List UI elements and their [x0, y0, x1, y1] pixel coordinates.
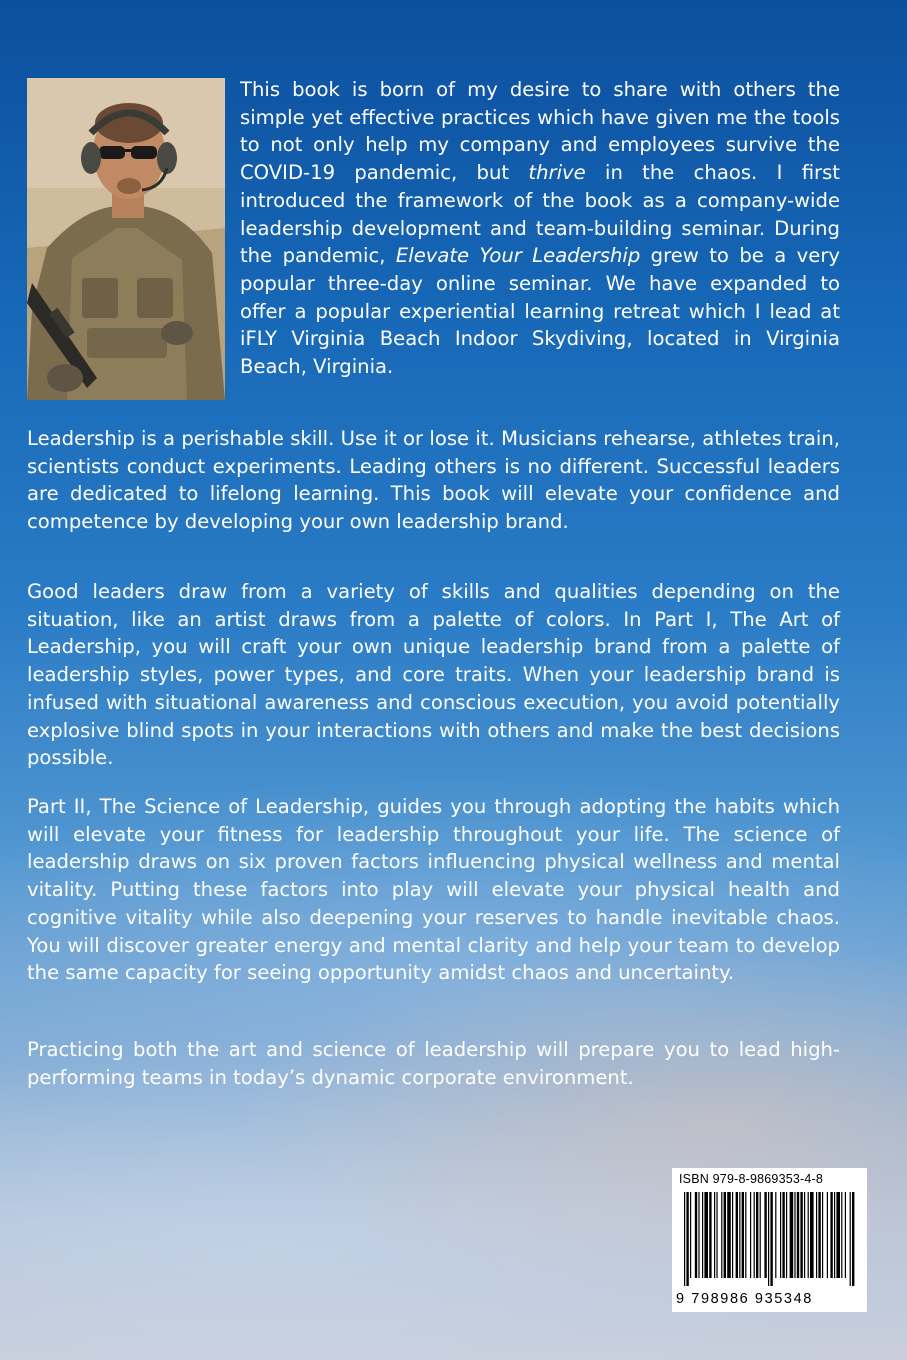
barcode-bar — [727, 1192, 731, 1278]
author-photo-image — [27, 78, 225, 400]
barcode-bar — [808, 1192, 809, 1278]
barcode-bar — [816, 1192, 817, 1278]
barcode-bar — [704, 1192, 708, 1278]
barcode-bar — [830, 1192, 832, 1278]
barcode-bar — [742, 1192, 744, 1278]
barcode-bar — [800, 1192, 802, 1278]
science-paragraph: Part II, The Science of Leadership, guides you through adopting the habits which will elevate your fitness for leadership throughout your life. The science of leadership draws on six proven factors influencing physical wellness and mental vitality. Putting these factors into play will elevate your physical health and cognitive vitality while also deepening your reserves to handle inevitable chaos. You will discover greater energy and mental clarity and help your team to develop the same capacity for seeing opportunity amidst chaos and uncertainty. — [27, 795, 840, 985]
barcode-bar — [702, 1192, 703, 1278]
barcode-bar — [736, 1192, 738, 1278]
barcode-bar — [714, 1192, 715, 1278]
barcode-bar — [845, 1192, 846, 1278]
intro-text-part: This book is born of my desire to share with others the simple yet effective practices which have given me the tools to not only help my company and employees survive the COVID-19 pandemic, but — [240, 78, 840, 185]
barcode-bar — [810, 1192, 814, 1278]
barcode-bar — [768, 1192, 769, 1286]
barcode-bar — [686, 1192, 688, 1286]
barcode-bar — [754, 1192, 755, 1278]
barcode-bar — [786, 1192, 787, 1278]
isbn-digits: 9 798986 935348 — [676, 1291, 813, 1307]
barcode-bar — [850, 1192, 851, 1286]
barcode-bar — [739, 1192, 740, 1278]
barcode-bar — [690, 1192, 691, 1278]
barcode-bar — [804, 1192, 805, 1278]
intro-paragraph — [240, 76, 840, 381]
barcode-bar — [684, 1192, 685, 1286]
art-paragraph: Good leaders draw from a variety of skills and qualities depending on the situation, like an artist draws from a palette of colors. In Part I, The Art of Leadership, you will craft your own unique leadership brand from a palette of leadership styles, power types, and core traits. When your leadership brand is infused with situational awareness and conscious execution, you avoid potentially explosive blind spots in your interactions with others and make the best decisions possible. — [27, 580, 840, 770]
barcode-bar — [794, 1192, 795, 1278]
barcode-bar — [695, 1192, 697, 1278]
barcode-bar — [709, 1192, 711, 1278]
barcode-bar — [780, 1192, 781, 1278]
barcode-bar — [797, 1192, 799, 1278]
barcode-bar — [775, 1192, 776, 1278]
barcode-bar — [834, 1192, 835, 1278]
thrive-emphasis: thrive — [528, 161, 586, 185]
intro-text-part: grew to be a very popular three-day online seminar. We have expanded to offer a popular experiential learning retreat which I lead at iFLY Virginia Beach Indoor Skydiving, located in Virginia Beach, Virginia. — [240, 244, 840, 379]
barcode-bar — [818, 1192, 820, 1278]
barcode-bar — [745, 1192, 746, 1278]
isbn-barcode — [672, 1168, 867, 1312]
closing-paragraph: Practicing both the art and science of leadership will prepare you to lead high-performing teams in today’s dynamic corporate environment. — [27, 1038, 840, 1089]
barcode-bar — [760, 1192, 761, 1278]
barcode-bar — [732, 1192, 733, 1278]
barcode-bar — [721, 1192, 722, 1278]
barcode-bar — [770, 1192, 772, 1286]
intro-text-part: in the chaos. I first introduced the framework of the book as a company-wide leadership development and team-building seminar. During the pandemic, — [240, 161, 840, 268]
barcode-bar — [764, 1192, 766, 1278]
barcode-bar — [724, 1192, 726, 1278]
barcode-bar — [750, 1192, 751, 1278]
barcode-bar — [822, 1192, 823, 1278]
barcode-bar — [790, 1192, 794, 1278]
barcode-bar — [852, 1192, 854, 1286]
barcode-bar — [756, 1192, 758, 1278]
skill-paragraph: Leadership is a perishable skill. Use it or lose it. Musicians rehearse, athletes train, scientists conduct experiments. Leading others is no different. Successful leaders are dedicated to lifelong learning. This book will elevate your confidence and competence by developing your own leadership brand. — [27, 427, 840, 534]
barcode-bar — [698, 1192, 699, 1278]
barcode-bar — [782, 1192, 784, 1278]
isbn-label: ISBN 979-8-9869353-4-8 — [679, 1172, 824, 1186]
author-photo — [27, 78, 225, 400]
book-title-emphasis: Elevate Your Leadership — [395, 244, 641, 268]
barcode-bars — [684, 1192, 856, 1286]
barcode-bar — [841, 1192, 842, 1278]
barcode-bar — [827, 1192, 828, 1278]
barcode-bar — [716, 1192, 717, 1278]
barcode-bar — [836, 1192, 840, 1278]
